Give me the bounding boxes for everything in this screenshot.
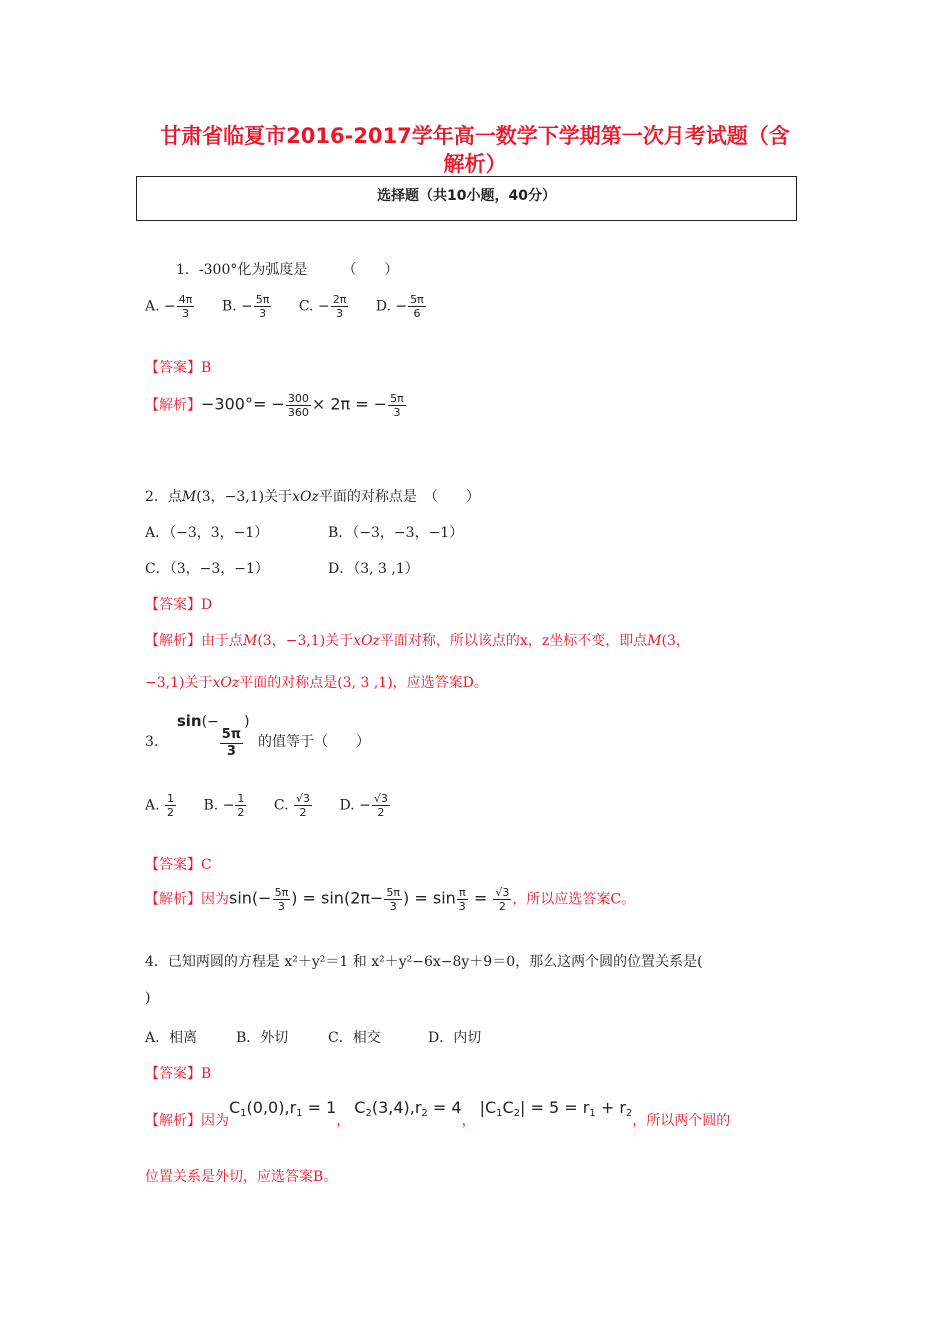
q4-analysis-line1: 【解析】因为$C_1(0,0),r_1 = 1$，$C_2(3,4),r_2 = 4$，$|C_1C_2| = 5 = r_1 + r_2$，所以两个圆的: [145, 1098, 731, 1129]
q3-options: [145, 792, 413, 819]
q4-option-d: D．内切: [428, 1030, 482, 1046]
q2-analysis-line1: 【解析】由于点M(3，−3,1)关于xOz平面对称，所以该点的x，z坐标不变，即点M(3，: [145, 633, 690, 649]
q1-option-d: D. − $\frac{5\pi}{6}$: [375, 293, 424, 320]
q4-analysis-line2: 位置关系是外切，应选答案B。: [145, 1169, 338, 1185]
q3-analysis: 【解析】因为sin(− $\frac{5\pi}{3}$ ) = sin(2π− $\frac{5\pi}{3}$ ) = sin $\frac{\pi}{3}$ = $\frac{√3}{2}$ ，所以应选答案C。: [145, 886, 636, 913]
q1-option-b: B. − $\frac{5\pi}{3}$: [221, 293, 270, 320]
page-title: [140, 122, 810, 178]
q3-option-d: D. − $\frac{√3}{2}$: [339, 792, 388, 819]
q2-option-c: C．（3，−3，−1）: [145, 561, 269, 577]
section-header: 选择题（共10小题，40分）: [136, 176, 797, 221]
q4-options: [145, 1027, 481, 1047]
q4-option-a: A．相离: [145, 1030, 198, 1046]
q2-option-b: B．（−3，−3，−1）: [328, 525, 464, 541]
q4-option-c: C．相交: [328, 1030, 381, 1046]
q3-option-a: A. $\frac{1}{2}$: [145, 792, 175, 819]
q2-option-a: A．（−3，3，−1）: [145, 525, 269, 541]
q2-options-row1: [145, 522, 463, 542]
q1-option-c: C. − $\frac{2\pi}{3}$: [298, 293, 347, 320]
title-line-1: 甘肃省临夏市2016-2017学年高一数学下学期第一次月考试题（含: [160, 124, 790, 148]
q3-option-c: C. $\frac{√3}{2}$: [273, 792, 310, 819]
q2-answer: 【答案】D: [145, 597, 213, 613]
q1-answer: 【答案】B: [145, 360, 212, 376]
q2-analysis-line2: −3,1)关于xOz平面的对称点是(3, 3 ,1)，应选答案D。: [145, 675, 488, 691]
q4-stem-line1: 4．已知两圆的方程是 x²＋y²＝1 和 x²＋y²−6x−8y＋9＝0，那么这两个圆的位置关系是(: [145, 954, 703, 970]
q1-analysis: 【解析】−300°= − $\frac{300}{360}$ × 2π = − $\frac{5\pi}{3}$: [145, 392, 404, 419]
q3-stem: 3. sin(− $\frac{5\pi}{3}$ ) 的值等于（ ）: [145, 712, 371, 759]
q1-stem: 1．-300°化为弧度是 （ ）: [176, 262, 399, 278]
q3-option-b: B. − $\frac{1}{2}$: [203, 792, 245, 819]
q4-answer: 【答案】B: [145, 1066, 212, 1082]
q2-options-row2: [145, 558, 419, 578]
q3-answer: 【答案】C: [145, 857, 212, 873]
q1-option-a: A. − $\frac{4\pi}{3}$: [145, 293, 193, 320]
q4-stem-line2: ): [145, 990, 151, 1006]
q1-options: [145, 293, 449, 320]
q2-option-d: D．（3, 3 ,1）: [328, 561, 419, 577]
q2-stem: 2．点M(3，−3,1)关于xOz平面的对称点是 （ ）: [145, 489, 480, 505]
title-line-2: 解析）: [443, 152, 507, 176]
q4-option-b: B．外切: [236, 1030, 289, 1046]
